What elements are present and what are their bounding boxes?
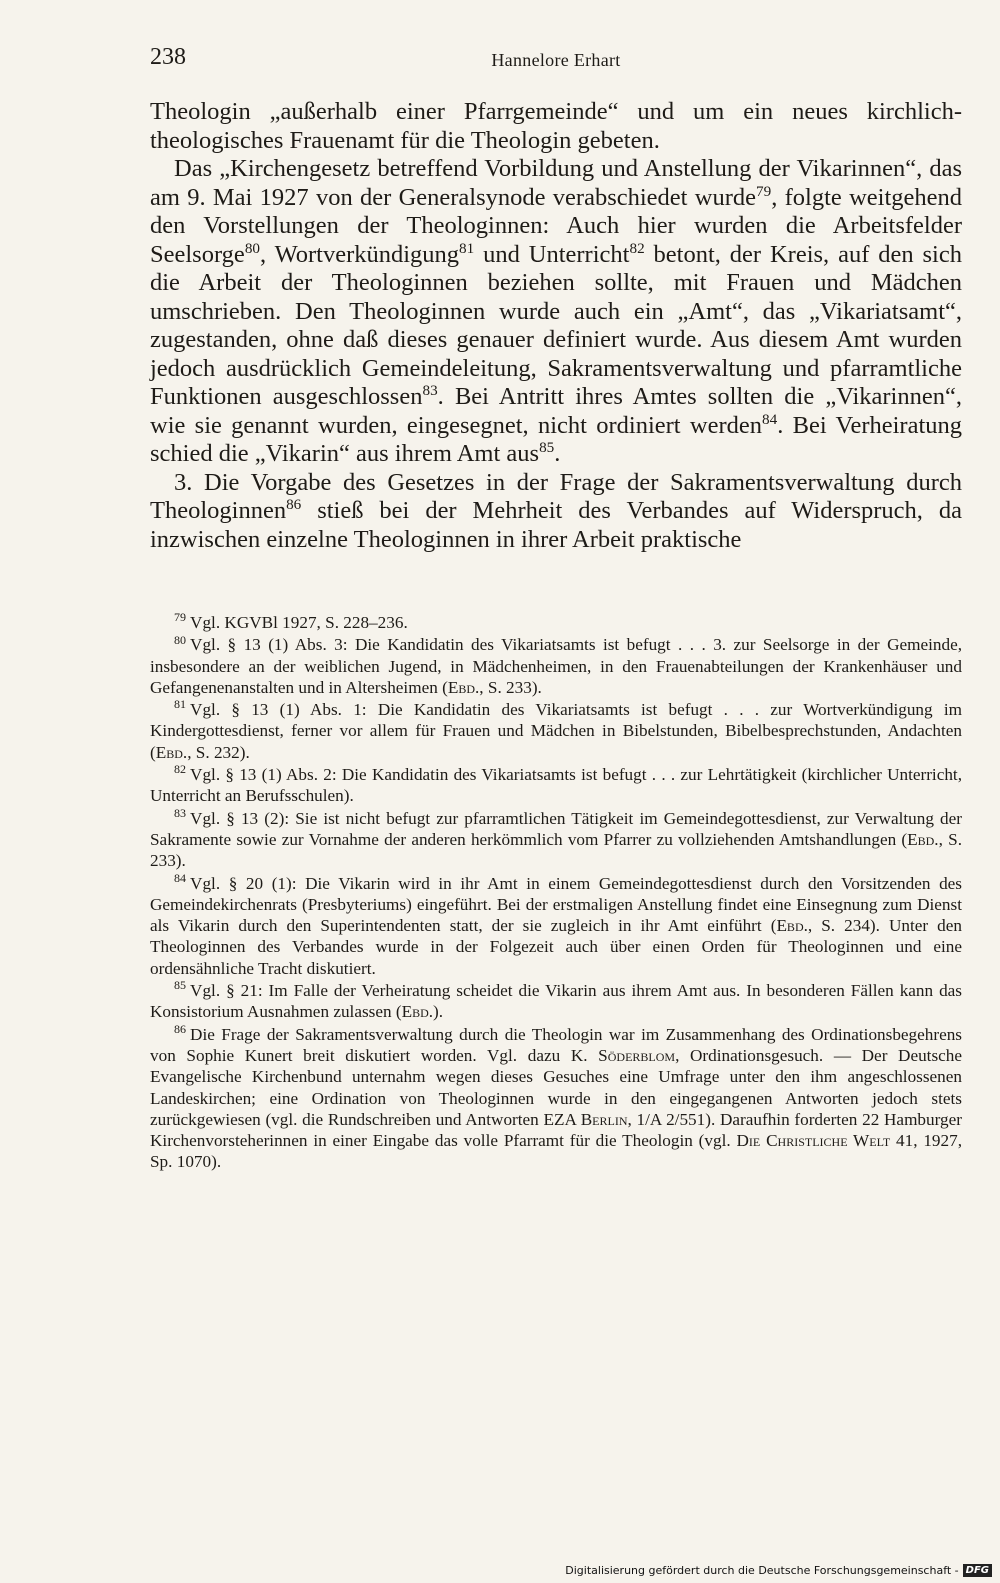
page-number: 238 (150, 44, 186, 70)
funding-text: Digitalisierung gefördert durch die Deutsche Forschungsgemeinschaft - (565, 1564, 959, 1577)
footnote-ref-79[interactable]: 79 (756, 182, 772, 200)
dfg-logo-icon: DFG (963, 1564, 992, 1577)
running-head: Hannelore Erhart (491, 50, 621, 70)
footnote-86: $^{86}$ Die Frage der Sakramentsverwaltung durch die Theologin war im Zusammenhang des Ordinationsbegehrens von Sophie Kunert breit diskutiert worden. Vgl. dazu K. Söderblom, Ordinationsgesuch. — Der Deutsche Evangelische Kirchenbund unternahm wegen dieses Gesuches eine Umfrage unter den ihm angeschlossenen Landeskirchen; eine Ordination von Theologinnen wurde in den eingegangenen Antworten jedoch stets zurückgewiesen (vgl. die Rundschreiben und Antworten EZA Berlin, 1/A 2/551). Daraufhin forderten 22 Hamburger Kirchenvorsteherinnen in einer Eingabe das volle Pfarramt für die Theologin (vgl. Die Christliche Welt 41, 1927, Sp. 1070). (150, 1021, 963, 1172)
paragraph-3: 3. Die Vorgabe des Gesetzes in der Frage der Sakramentsverwaltung durch Theologinnen$^{86}$ stieß bei der Mehrheit des Verbandes auf Widerspruch, da inzwischen einzelne Theologinnen in ihrer Arbeit praktische (150, 468, 962, 553)
footnote-81: $^{81}$ Vgl. § 13 (1) Abs. 1: Die Kandidatin des Vikariatsamts ist befugt . . . zur Wortverkündigung im Kindergottesdienst, ferner vor allem für Frauen und Mädchen in Bibelstunden, Bibelbesprechstunden, Andachten (Ebd., S. 232). (150, 697, 962, 762)
footnotes (150, 612, 962, 1173)
footnote-83: $^{83}$ Vgl. § 13 (2): Sie ist nicht befugt zur pfarramtlichen Tätigkeit im Gemeindegottesdienst, zur Verwaltung der Sakramente sowie zur Vornahme der anderen herkömmlich vom Pfarrer zu vollziehenden Amtshandlungen (Ebd., S. 233). (150, 805, 963, 871)
footnote-82: $^{82}$ Vgl. § 13 (1) Abs. 2: Die Kandidatin des Vikariatsamts ist befugt . . . zur Lehrtätigkeit (kirchlicher Unterricht, Unterricht an Berufsschulen). (150, 762, 962, 806)
main-text (150, 98, 962, 554)
footnote-80: $^{80}$ Vgl. § 13 (1) Abs. 3: Die Kandidatin des Vikariatsamts ist befugt . . . 3. zur Seelsorge in der Gemeinde, insbesondere an der weiblichen Jugend, in Mädchenheimen, in den Frauenabteilungen der Krankenhäuser und Gefangenenanstalten und in Altersheimen (Ebd., S. 233). (150, 632, 962, 697)
footnote-ref-86[interactable]: 86 (286, 495, 302, 513)
footnote-85: $^{85}$ Vgl. § 21: Im Falle der Verheiratung scheidet die Vikarin aus ihrem Amt aus. In besonderen Fällen kann das Konsistorium Ausnahmen zulassen (Ebd.). (150, 978, 962, 1022)
footnote-ref-83[interactable]: 83 (422, 381, 438, 399)
footnote-ref-81[interactable]: 81 (459, 239, 475, 257)
page-header (150, 40, 962, 80)
footnote-ref-84[interactable]: 84 (762, 410, 778, 428)
footnote-ref-82[interactable]: 82 (629, 239, 645, 257)
book-page (150, 40, 962, 1174)
footnote-84: $^{84}$ Vgl. § 20 (1): Die Vikarin wird in ihr Amt in einem Gemeindegottesdienst durch den Vorsitzenden des Gemeindekirchenrats (Presbyteriums) eingeführt. Bei der erstmaligen Anstellung findet eine Einsegnung zum Dienst als Vikarin durch den Superintendenten statt, der sie zugleich in ihr Amt einführt (Ebd., S. 234). Unter den Theologinnen des Verbandes wurde in der Folgezeit auch über einen Orden für Theologinnen und eine ordensähnliche Tracht diskutiert. (150, 870, 962, 978)
footnote-ref-80[interactable]: 80 (244, 239, 260, 257)
funding-footer (565, 1564, 992, 1577)
paragraph-1: Theologin „außerhalb einer Pfarrgemeinde“ und um ein neues kirchlich-theologisches Frauenamt für die Theologin gebeten. (150, 98, 962, 154)
footnote-79: $^{79}$ Vgl. KGVBl 1927, S. 228–236. (174, 610, 408, 632)
footnote-ref-85[interactable]: 85 (539, 438, 555, 456)
paragraph-2: Das „Kirchengesetz betreffend Vorbildung und Anstellung der Vikarinnen“, das am 9. Mai 1927 von der Generalsynode verabschiedet wurde$^{79}$, folgte weitgehend den Vorstellungen der Theologinnen: Auch hier wurden die Arbeitsfelder Seelsorge$^{80}$, Wortverkündigung$^{81}$ und Unterricht$^{82}$ betont, der Kreis, auf den sich die Arbeit der Theologinnen beziehen sollte, mit Frauen und Mädchen umschrieben. Den Theologinnen wurde auch ein „Amt“, das „Vikariatsamt“, zugestanden, ohne daß dieses genauer definiert wurde. Aus diesem Amt wurden jedoch ausdrücklich Gemeindeleitung, Sakramentsverwaltung und pfarramtliche Funktionen ausgeschlossen$^{83}$. Bei Antritt ihres Amtes sollten die „Vikarinnen“, wie sie genannt wurden, eingesegnet, nicht ordiniert werden$^{84}$. Bei Verheiratung schied die „Vikarin“ aus ihrem Amt aus$^{85}$. (150, 155, 963, 467)
